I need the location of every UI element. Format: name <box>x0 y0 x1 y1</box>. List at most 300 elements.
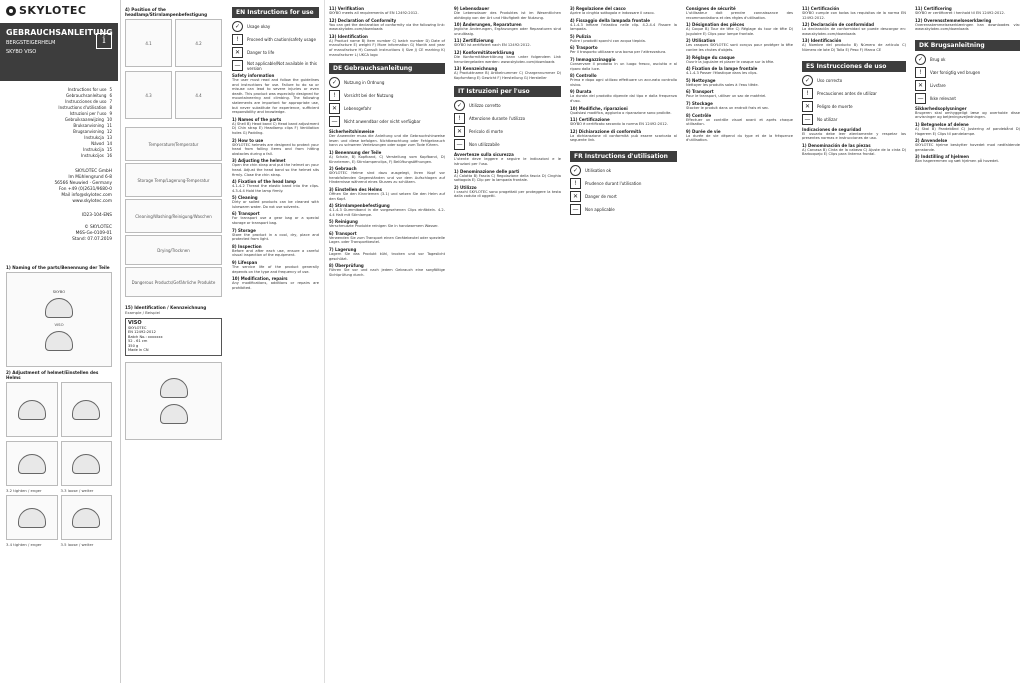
symbol-legend-text: Nutzung in Ordnung <box>344 80 385 86</box>
fr-heading-5: 5) Nettoyage <box>686 77 716 83</box>
symbol-legend-row <box>329 90 445 101</box>
symbol-legend-text: Uso correcto <box>817 77 843 83</box>
figure-4-block <box>61 439 113 493</box>
it-text-3: Aprire la cinghia sottogola e indossare il casco. <box>570 11 655 15</box>
toc-entry-label: Bruksanvisning <box>73 123 104 128</box>
de-heading-4: 4) Stirnlampenbefestigung <box>329 203 390 209</box>
danger-icon: ✕ <box>802 101 813 112</box>
warning-icon: ! <box>915 67 926 78</box>
id-brand: SKYLOTEC <box>128 325 147 330</box>
en-heading-11: 11) Verifikation <box>329 6 364 11</box>
symbol-legend-row <box>802 114 906 125</box>
temperature-label: Temperature/Temperatur <box>148 141 199 147</box>
id-standard: EN 12492:2012 <box>128 330 156 334</box>
symbol-legend-text: Non utilizzabile <box>469 142 500 148</box>
figures-column <box>120 0 226 683</box>
figure-5-row <box>6 493 112 547</box>
dk-column <box>911 0 1024 683</box>
fr-text-9: La durée de vie dépend du type et de la fréquence d'utilisation. <box>686 133 793 143</box>
de-text-6: Verwenden Sie zum Transport einen Gerätebeutel oder spezielle Lager- oder Transportbeutel. <box>329 235 445 245</box>
symbol-legend-row <box>232 21 319 32</box>
warning-icon: ! <box>232 34 243 45</box>
fr-text-8: Effectuer un contrôle visuel avant et après chaque utilisation. <box>686 117 793 127</box>
en-column <box>228 0 323 683</box>
de-text-11: SKYBO ist zertifiziert nach EN 12492:2012. <box>454 43 531 48</box>
dk-text-3: Åbn hageremmen og sæt hjelmen på hovedet. <box>915 159 1000 164</box>
danger-icon: ✕ <box>232 47 243 58</box>
symbol-legend-row <box>802 88 906 99</box>
en-heading-8: 8) Inspection <box>232 243 262 249</box>
check-icon: ✓ <box>915 54 926 65</box>
storage-temperature-chart <box>125 163 222 197</box>
en-heading-5: 5) Cleaning <box>232 195 258 201</box>
symbol-legend-row <box>570 191 677 202</box>
fr-text-4: 4.1-4.3 Passer l'élastique dans les clips. <box>686 71 758 76</box>
it-heading-5: 5) Pulizia <box>570 33 591 39</box>
toc-entry-label: Instructions d'utilisation <box>58 105 107 110</box>
de-text-4: 4.1-4.3 Gummiband in die vorgesehenen Clips einfädeln. 4.2-4.4 Halt mit Stirnlampe. <box>329 208 445 217</box>
figure-4-4 <box>175 71 222 119</box>
it-heading-6: 6) Trasporto <box>570 45 598 51</box>
dangerous-products-label: Dangerous Products/Gefährliche Produkte <box>131 279 216 285</box>
it-text-10: Qualsiasi modifica, aggiunta o riparazione sono proibite. <box>570 110 672 115</box>
en-text-5: Dirty or soiled products can be cleaned with lukewarm water. Do not use solvents. <box>232 200 319 209</box>
de-text-safety: Der Anwender muss die Anleitung und die Gebrauchshinweise lesen und diese befolgen. Nichtbeachtung oder Fehlgebrauch kann zu schweren Verletzungen oder sogar zum Tode führen. <box>329 134 445 148</box>
symbol-legend-row <box>570 165 677 176</box>
check-icon: ✓ <box>329 77 340 88</box>
toc-entry-page: 15 <box>106 147 112 152</box>
en-heading-9: 9) Lifespan <box>232 260 258 266</box>
es-heading-11: 11) Certificación <box>802 6 840 11</box>
helmet-illustration <box>72 508 100 528</box>
section-en-title: EN Instructions for use <box>232 7 319 18</box>
it-heading-8: 8) Controllo <box>570 73 597 79</box>
toc-entry-page: 16 <box>106 153 112 158</box>
toc-entry-page: 13 <box>106 135 112 140</box>
de-heading-13: 13) Kennzeichnung <box>454 66 498 72</box>
document-subtitle-2: SKYBO VISO <box>6 49 37 55</box>
symbol-legend-row <box>915 67 1020 78</box>
de-heading-9: 9) Lebensdauer <box>454 6 490 11</box>
headlamp-figures-bottom <box>125 69 222 121</box>
symbol-legend-en <box>232 21 319 71</box>
toc-entry-label: Gebrauchsanleitung <box>66 93 107 98</box>
de-text-2: SKYLOTEC Helme sind dazu ausgelegt, Ihren Kopf vor herabfallenden Gegenständen und vor dem Aufschlagen auf Hindernisse während eines Sturzes zu schützen. <box>329 171 445 185</box>
identification-label <box>125 318 222 356</box>
toc-entry-label: Instructions for use <box>67 87 107 92</box>
dk-heading-1: 1) Betegnelse af delene <box>915 121 969 127</box>
fr-heading-6: 6) Transport <box>686 89 714 95</box>
dk-text-11: SKYBO er certificeret i henhold til EN 12492:2012. <box>915 11 1005 15</box>
toc-entry-label: Gebruiksaanwijzing <box>64 117 104 122</box>
skylotec-logo-icon <box>6 6 16 16</box>
not-applicable-icon: — <box>232 60 243 71</box>
article-number: M6S-Ge-0109-01 <box>75 231 112 236</box>
en-text-13: A) Product name B) Item number C) batch number D) Date of manufacture E) weight F) More information G) Month and year of manufacture H) Consult instructions I) Size J) CE marking K) manufacturer L) UKCA logo <box>329 38 445 57</box>
section-es-title: ES Instrucciones de uso <box>802 61 906 72</box>
de-text-3: Öffnen Sie den Kinnriemen (3.1) und setzen Sie den Helm auf den Kopf. <box>329 191 445 201</box>
table-of-contents <box>6 87 112 159</box>
it-text-9: La durata del prodotto dipende dal tipo e dalla frequenza d'uso. <box>570 94 677 103</box>
es-text-safety: El usuario debe leer atentamente y respetar las presentes normas e instrucciones de uso. <box>802 131 906 141</box>
symbol-legend-row <box>329 116 445 127</box>
company-city: 56566 Neuwied · Germany <box>54 181 112 186</box>
symbol-legend-text: Proceed with caution/safety usage <box>247 37 316 42</box>
symbol-legend-row <box>570 204 677 215</box>
company-street: Im Mühlengrund 6-8 <box>68 175 112 180</box>
fr-text-1: A) Coque B) Tour de tête C) Réglage du tour de tête D) Jugulaire E) Clips pour lampe frontale. <box>686 27 793 36</box>
it-heading-7: 7) Immagazzinaggio <box>570 56 616 62</box>
de-text-10: Jegliche Änderungen, Ergänzungen oder Reparaturen sind unzulässig. <box>454 27 561 36</box>
de-heading-1: 1) Benennung der Teile <box>329 149 382 155</box>
helmet-illustration <box>72 454 100 474</box>
toc-entry-page: 9 <box>109 111 112 116</box>
es-heading-12: 12) Declaración de conformidad <box>802 22 875 28</box>
symbol-legend-row <box>915 80 1020 91</box>
company-address <box>6 169 112 243</box>
symbol-legend-es <box>802 75 906 125</box>
id-weight: 350 g <box>128 343 139 348</box>
symbol-legend-text: Danger to life <box>247 50 275 55</box>
toc-entry-page: 6 <box>109 93 112 98</box>
toc-entry-page: 11 <box>106 123 112 128</box>
symbol-legend-row <box>915 93 1020 104</box>
figure-2 <box>6 380 112 439</box>
de-text-5: Verschmutzte Produkte reinigen Sie in handwarmem Wasser. <box>329 224 439 229</box>
de-heading-10: 10) Änderungen, Reparaturen <box>454 22 522 28</box>
toc-entry-label: Instrukcja <box>84 135 104 140</box>
it-text-8: Prima e dopo ogni utilizzo effettuare un accurato controllo visivo. <box>570 78 677 87</box>
symbol-legend-text: Pericolo di morte <box>469 129 503 135</box>
symbol-legend-it <box>454 100 561 150</box>
symbol-legend-row <box>232 47 319 58</box>
de-text-7: Lagern Sie das Produkt kühl, trocken und vor Tageslicht geschützt. <box>329 252 445 261</box>
en-text-6: For transport use a gear bag or a special storage or transport bag. <box>232 216 319 226</box>
it-heading-9: 9) Durata <box>570 89 592 95</box>
it-text-1: A) Calotta B) Fascia C) Regolazione della fascia D) Cinghia sottogola E) Clip per la lampada frontale. <box>454 173 561 183</box>
fr-text-5: Nettoyer les produits sales à l'eau tiède. <box>686 82 759 87</box>
figure-1 <box>6 272 112 367</box>
warning-icon: ! <box>570 178 581 189</box>
toc-entry-label: Instrukcijos <box>81 153 104 158</box>
figure-4-2-label: 4.2 <box>195 40 202 46</box>
temperature-chart <box>125 127 222 161</box>
copyright: © SKYLOTEC <box>84 225 112 230</box>
en-text-8: Before and after each use, ensure a careful visual inspection of the equipment. <box>232 248 319 258</box>
cover-column <box>0 0 118 683</box>
symbol-legend-text: No utilizar <box>817 116 838 122</box>
figure-5-block <box>6 493 58 547</box>
en-heading-7: 7) Storage <box>232 227 256 233</box>
en-de-column <box>324 0 449 683</box>
it-heading-4: 4) Fissaggio della lampada frontale <box>570 17 650 23</box>
en-text-11: SKYBO meets all requirements of EN 12492:2012. <box>329 11 419 15</box>
figure-3 <box>6 441 58 486</box>
dk-heading-3: 3) Indstilling af hjelmen <box>915 154 969 160</box>
it-column <box>566 0 681 683</box>
company-phone: Fon +49 (0)2631/9680-0 <box>58 187 112 192</box>
document-id: ID23-104-ENS <box>81 213 112 218</box>
it-heading-11: 11) Certificazione <box>570 117 610 123</box>
brand-logo <box>6 4 112 17</box>
figure-4-4-label: 4.4 <box>195 92 202 98</box>
id-model: VISO <box>128 320 142 326</box>
toc-entry-page: 5 <box>109 87 112 92</box>
warning-icon: ! <box>454 113 465 124</box>
dk-heading-safety: Sikkerhedsoplysninger <box>915 105 967 111</box>
it-text-safety: L'utente deve leggere e seguire le indicazioni e le istruzioni per l'uso. <box>454 157 561 166</box>
en-heading-12: 12) Declaration of Conformity <box>329 17 397 23</box>
figure-1-caption: 1) Naming of the parts/Benennung der Teile <box>6 265 110 270</box>
symbol-legend-row <box>454 100 561 111</box>
it-heading-12: 12) Dichiarazione di conformità <box>570 128 642 134</box>
it-heading-safety: Avvertenze sulla sicurezza <box>454 152 514 158</box>
warning-icon: ! <box>329 90 340 101</box>
de-text-13: A) Produktname B) Artikelnummer C) Chargennummer D) Kopfumfang E) Gewicht F) Herstellung G) Hersteller <box>454 71 561 80</box>
figure-5 <box>6 495 58 540</box>
fr-text-6: Pour le transport, utiliser un sac de matériel. <box>686 94 767 99</box>
en-text-safety: The user must read and follow the guidelines and instructions for use. Failure to do so or misuse can lead to severe injuries or even death. This product was especially designed for mountaineering and climbing. The following statements are important for appropriate use, but never substitute for experience, sufficient responsibility and knowledge. <box>232 78 319 115</box>
not-applicable-icon: — <box>915 93 926 104</box>
de-heading-safety: Sicherheitshinweise <box>329 129 375 135</box>
danger-icon: ✕ <box>915 80 926 91</box>
de-text-9: Die Lebensdauer des Produktes ist im Wesentlichen abhängig von der Art und Häufigkeit der Nutzung. <box>454 11 561 20</box>
symbol-legend-text: Prudence durant l'utilisation <box>585 180 642 186</box>
es-text-13: A) Nombre del producto B) Número de artículo C) Número de lote D) Talla E) Peso F) Marca CE <box>802 43 906 52</box>
en-heading-10: 10) Modification, repairs <box>232 276 288 282</box>
dangerous-products-pictograms <box>125 267 222 297</box>
check-icon: ✓ <box>570 165 581 176</box>
en-heading-13: 13) Identification <box>329 33 368 39</box>
symbol-legend-de <box>329 77 445 127</box>
it-text-12: La dichiarazione di conformità può essere scaricata al seguente link. <box>570 133 677 143</box>
figure-1-viso-label: VISO <box>54 321 64 327</box>
en-text-3: Open the chin strap and put the helmet on your head. Adjust the head band so the helmet sits firmly. Close the chin strap. <box>232 163 319 177</box>
company-name: SKYLOTEC GmbH <box>75 169 112 174</box>
company-web: www.skylotec.com <box>72 199 112 204</box>
de-text-1: A) Schale, B) Kopfband, C) Verstellung vom Kopfband, D) Kinnriemen, E) Stirnlampenclips, F) Belüftungsöffnungen. <box>329 154 445 164</box>
check-icon: ✓ <box>232 21 243 32</box>
de-heading-7: 7) Lagerung <box>329 247 357 253</box>
symbol-legend-row <box>802 75 906 86</box>
figure-3-row <box>6 439 112 493</box>
section-it-title: IT Istruzioni per l'uso <box>454 86 561 97</box>
en-heading-6: 6) Transport <box>232 211 260 217</box>
it-heading-2: 2) Utilizzo <box>454 184 477 190</box>
helmet-illustration <box>160 378 188 398</box>
symbol-legend-text: Vorsicht bei der Nutzung <box>344 93 394 99</box>
headlamp-figures-top <box>125 17 222 69</box>
es-heading-safety: Indicaciones de seguridad <box>802 126 862 132</box>
figure-3-caption: 3.2 tighten / enger <box>6 488 42 493</box>
toc-entry-page: 12 <box>106 129 112 134</box>
figure-7-caption: 4) Position of the headlamp/Stirnlampenbefestigung <box>125 7 208 17</box>
it-heading-1: 1) Denominazione delle parti <box>454 168 520 174</box>
not-applicable-icon: — <box>454 139 465 150</box>
helmet-illustration <box>45 331 73 351</box>
symbol-legend-text: Danger de mort <box>585 193 617 199</box>
de-heading-2: 2) Gebrauch <box>329 166 357 172</box>
helmet-illustration <box>72 400 100 420</box>
fr-text-safety: L'utilisateur doit prendre connaissance des recommandations et des règles d'utilisation. <box>686 11 793 20</box>
de-heading-3: 3) Einstellen des Helms <box>329 186 382 192</box>
id-batch: Batch No.: xxxxxxx <box>128 334 163 339</box>
toc-entry-page: 8 <box>109 105 112 110</box>
figure-2-caption: 2) Adjustment of helmet/Einstellen des Helms <box>6 370 99 380</box>
en-text-12: You can get the declaration of conformity via the following link: www.skylotec.com/downloads <box>329 22 445 32</box>
symbol-legend-text: Ikke relevant <box>930 95 956 101</box>
it-text-2: I caschi SKYLOTEC sono progettati per proteggere la testa dalla caduta di oggetti. <box>454 189 561 199</box>
toc-entry-label: Brugsanvisning <box>73 129 104 134</box>
cover-title-band <box>0 23 118 81</box>
symbol-legend-text: Non applicable <box>585 206 615 212</box>
brand-name: SKYLOTEC <box>19 4 87 17</box>
symbol-legend-text: Lebensgefahr <box>344 106 372 112</box>
de-heading-11: 11) Zertifizierung <box>454 38 494 44</box>
fr-column <box>682 0 797 683</box>
symbol-legend-text: Utilisation ok <box>585 167 612 173</box>
dk-text-12: Overensstemmelseserklæringen kan downloades via: www.skylotec.com/downloads <box>915 22 1020 32</box>
symbol-legend-row <box>232 60 319 71</box>
symbol-legend-row <box>915 54 1020 65</box>
figure-4 <box>61 441 113 486</box>
symbol-legend-text: Peligro de muerte <box>817 103 853 109</box>
symbol-legend-text: Vær forsigtig ved brugen <box>930 69 981 75</box>
not-applicable-icon: — <box>802 114 813 125</box>
es-text-1: A) Carcasa B) Cinta de la cabeza C) Ajuste de la cinta D) Barboquejo E) Clips para linterna frontal. <box>802 147 906 157</box>
symbol-legend-fr <box>570 165 677 215</box>
figure-8-caption: 15) Identification / Kennzeichnung <box>125 305 207 310</box>
figure-2-viso <box>61 382 113 437</box>
figure-5-caption: 3.4 tighten / enger <box>6 542 42 547</box>
it-text-5: Pulire i prodotti sporchi con acqua tiepida. <box>570 38 646 43</box>
dk-text-2: SKYLOTEC hjelme beskytter hovedet mod nedfaldende genstande. <box>915 143 1020 152</box>
danger-icon: ✕ <box>329 103 340 114</box>
helmet-illustration <box>45 298 73 318</box>
it-heading-3: 3) Regolazione del casco <box>570 6 626 11</box>
danger-icon: ✕ <box>570 191 581 202</box>
symbol-legend-text: Livsfare <box>930 82 946 88</box>
cleaning-pictograms <box>125 199 222 233</box>
helmet-illustration <box>18 400 46 420</box>
fr-heading-7: 7) Stockage <box>686 100 713 106</box>
symbol-legend-row <box>454 126 561 137</box>
it-heading-10: 10) Modifiche, riparazioni <box>570 105 628 111</box>
not-applicable-icon: — <box>570 204 581 215</box>
id-size: 52 - 61 cm <box>128 339 148 343</box>
figure-2-skybo <box>6 382 58 437</box>
de-text-8: Führen Sie vor und nach jedem Gebrauch eine sorgfältige Sichtprüfung durch. <box>329 268 445 277</box>
de-heading-8: 8) Überprüfung <box>329 263 364 269</box>
symbol-legend-text: Utilizzo corretto <box>469 103 501 109</box>
fr-heading-safety: Consignes de sécurité <box>686 6 736 11</box>
en-text-7: Store the product in a cool, dry, place and protected from light. <box>232 232 319 242</box>
drying-pictograms <box>125 235 222 265</box>
en-text-4: 4.1-4.2 Thread the elastic band into the clips. 4.3-4.4 Hold the lamp firmly. <box>232 184 319 193</box>
en-heading-2: 2) How to use <box>232 137 264 143</box>
helmet-illustration <box>160 404 188 424</box>
symbol-legend-text: Nicht anwendbar oder nicht verfügbar <box>344 119 421 125</box>
en-heading-3: 3) Adjusting the helmet <box>232 158 286 164</box>
en-text-1: A) Shell B) Head band C) Head band adjustment D) Chin strap E) Headlamp clips F) Ventilation holes G) Padding. <box>232 121 319 135</box>
symbol-legend-row <box>570 178 677 189</box>
symbol-legend-row <box>329 77 445 88</box>
figure-4-2 <box>175 19 222 67</box>
de-heading-6: 6) Transport <box>329 230 357 236</box>
not-applicable-icon: — <box>329 116 340 127</box>
toc-entry-label: Instrukcija <box>83 147 104 152</box>
figure-4-caption: 3.3 loose / weiter <box>60 488 94 493</box>
es-column <box>798 0 910 683</box>
it-text-11: SKYBO è certificato secondo la norma EN 12492:2012. <box>570 122 668 127</box>
symbol-legend-row <box>802 101 906 112</box>
symbol-legend-text: Attenzione durante l'utilizzo <box>469 116 526 122</box>
helmet-illustration <box>18 508 46 528</box>
figure-4-1 <box>125 19 172 67</box>
figure-4-3 <box>125 71 172 119</box>
fr-heading-1: 1) Désignation des pièces <box>686 22 745 28</box>
section-dk-title: DK Brugsanleitning <box>915 40 1020 51</box>
fr-heading-2: 2) Utilisation <box>686 38 716 44</box>
figure-6-block <box>61 493 113 547</box>
symbol-legend-text: Usage okay <box>247 24 271 29</box>
fr-heading-8: 8) Contrôle <box>686 112 712 118</box>
es-heading-13: 13) Identificación <box>802 38 842 44</box>
symbol-legend-row <box>232 34 319 45</box>
it-text-7: Conservare il prodotto in un luogo fresco, asciutto e al riparo dalla luce. <box>570 61 677 71</box>
symbol-legend-row <box>454 139 561 150</box>
es-heading-1: 1) Denominación de las piezas <box>802 142 871 148</box>
company-email: Mail info@skylotec.com <box>61 193 112 198</box>
en-text-2: SKYLOTEC helmets are designed to protect your head from falling items and from hitting obstacles during a fall. <box>232 142 319 156</box>
figure-3-block <box>6 439 58 493</box>
figure-4-1-label: 4.1 <box>145 40 152 46</box>
toc-entry <box>6 153 112 159</box>
en-heading-1: 1) Names of the parts <box>232 116 282 122</box>
figure-4-3-label: 4.3 <box>145 92 152 98</box>
check-icon: ✓ <box>454 100 465 111</box>
dk-text-1: A) Skal B) Pandebånd C) Justering af pandebånd D) Hagerem E) Clips til pandelampe. <box>915 126 1020 136</box>
fr-text-7: Stocker le produit dans un endroit frais et sec. <box>686 105 770 110</box>
id-made: Made in CN <box>128 348 149 352</box>
fr-heading-3: 3) Réglage du casque <box>686 54 735 60</box>
fr-text-2: Les casques SKYLOTEC sont conçus pour protéger la tête contre les chutes d'objets. <box>686 43 793 52</box>
figure-6-caption: 3.5 loose / weiter <box>60 542 94 547</box>
symbol-legend-row <box>454 113 561 124</box>
figure-6 <box>61 495 113 540</box>
toc-entry-page: 7 <box>109 99 112 104</box>
dk-heading-12: 12) Overensstemmelseserklæring <box>915 17 992 23</box>
es-text-12: La declaración de conformidad se puede descargar en: www.skylotec.com/downloads <box>802 27 906 36</box>
it-text-6: Per il trasporto utilizzare una borsa per l'attrezzatura. <box>570 50 667 55</box>
figure-1-skybo-label: SKYBO <box>52 288 66 294</box>
toc-entry-page: 14 <box>106 141 112 146</box>
de-heading-5: 5) Reinigung <box>329 219 358 225</box>
helmet-illustration <box>18 454 46 474</box>
toc-entry-page: 10 <box>106 117 112 122</box>
dk-text-safety: Brugeren skal omhyggeligt læse og overholde disse anvisninger og betjeningsvejledningen. <box>915 110 1020 120</box>
danger-icon: ✕ <box>454 126 465 137</box>
fr-text-3: Ouvrir la jugulaire et placer le casque sur la tête. <box>686 59 775 64</box>
de-it-column <box>450 0 565 683</box>
dk-heading-11: 11) Certificering <box>915 6 952 11</box>
symbol-legend-row <box>329 103 445 114</box>
symbol-legend-dk <box>915 54 1020 104</box>
symbol-legend-text: Brug ok <box>930 56 946 62</box>
fr-heading-4: 4) Fixation de la lampe frontale <box>686 66 758 72</box>
cleaning-label: Cleaning/Washing/Reinigung/Waschen <box>135 213 212 219</box>
figure-8-helmets <box>125 362 222 440</box>
